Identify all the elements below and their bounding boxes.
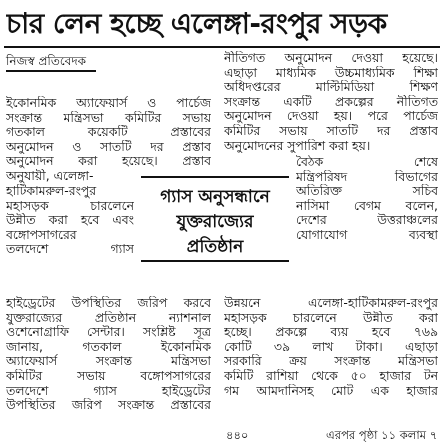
headline-rule [4,46,440,48]
body-line: গতকাল কয়েকটি প্রস্তাবের [6,125,211,140]
body-line: অতিরিক্ত সচিব [296,184,438,199]
body-line: বৈঠক শেষে [296,155,438,169]
body-line: অনুমোদন করা হয়েছে। প্রস্তাব [6,154,211,169]
body-line: কমিটির সভায় সাতটি দর প্রস্তাব [224,123,438,138]
body-line: হাইড্রেটের উপস্থিতির জরিপ করবে [6,296,211,310]
headline: চার লেন হচ্ছে এলেঙ্গা-রংপুর সড়ক [6,7,387,40]
body-line: দেশের উত্তরাঞ্চলের [296,213,438,228]
body-line: নীতিগত অনুমোদন দেওয়া হয়েছে। [224,51,438,65]
pull-quote-line: গ্যাস অনুসন্ধানে [160,187,270,207]
body-line: ওশেনোগ্রাফি সেন্টার। সংশ্লিষ্ট সূত্র [6,325,211,340]
right-column-top [224,51,438,153]
body-line: গম আমদানিসহ মোট এক হাজার [224,383,438,398]
body-line: মহাসড়ক চারলেনে [6,198,134,213]
body-line: উন্নয়নে এলেঙ্গা-হাটিকামরুল-রংপুর [224,296,438,310]
body-line: ইকোনমিক অ্যাফেয়ার্স ও পার্চেজ [6,96,211,110]
body-line: তলদেশে গ্যাস হাইড্রেটের [6,383,211,398]
body-line: সংক্রান্ত একটি প্রকল্পের নীতিগত [224,94,438,109]
body-line: নাসিমা বেগম বলেন, [296,198,438,213]
left-column-mid [6,184,134,257]
body-line: অনুযায়ী, এলেঙ্গা- [6,168,94,183]
body-line: অনুমোদন দেওয়া হয়। পরে পার্চেজ [224,109,438,124]
byline-rule [6,70,96,72]
body-line: এছাড়া মাধ্যমিক উচ্চমাধ্যমিক শিক্ষা [224,65,438,80]
body-line: উপস্থিতির জরিপ সংক্রান্ত প্রস্তাবের [6,398,211,413]
left-column-bottom [6,296,211,413]
body-line: হচ্ছে। প্রকল্পে ব্যয় হবে ৭৬৯ [224,325,438,340]
body-line: বঙ্গোপসাগরের [6,227,77,242]
body-line: হাটিকামরুল-রংপুর [6,184,97,198]
right-column-mid [296,155,438,243]
pull-quote [141,176,289,262]
byline: নিজস্ব প্রতিবেদক [6,54,87,68]
body-line: কমিটি রাশিয়া থেকে ৫০ হাজার টন [224,368,438,383]
body-line: অধিদপ্তরের মাল্টিমিডিয়া শিক্ষণ [224,80,438,95]
body-line: সরকারি ক্রয় সংক্রান্ত মন্ত্রিসভা [224,354,438,369]
body-line: কোটি ৩৯ লাখ টাকা। এছাড়া [224,339,438,354]
body-line: মহাসড়ক চারলেনে উন্নীত করা [224,310,438,325]
body-line: যুক্তরাজ্যের প্রতিষ্ঠান ন্যাশনাল [6,310,211,325]
body-line: মন্ত্রিপরিষদ বিভাগের [296,169,438,184]
body-line: যোগাযোগ ব্যবস্থা [296,227,438,242]
pull-quote-line: প্রতিষ্ঠান [186,237,244,257]
continuation-note: এরপর পৃষ্ঠা ১১ কলাম ৭ [326,428,438,442]
body-line: অনুমোদনের সুপারিশ করা হয়। [224,138,371,153]
body-line: কমিটির সভায় বঙ্গোপসাগরের [6,368,211,383]
body-line: উন্নীত করা হবে এবং [6,213,134,228]
body-line: অনুমোদন ও সাতটি দর প্রস্তাব [6,139,211,154]
pull-quote-line: যুক্তরাজ্যের [176,212,254,232]
body-line: জানায়, গতকাল ইকোনমিক [6,339,211,354]
body-line: সংক্রান্ত মন্ত্রিসভা কমিটির সভায় [6,110,211,125]
body-line-last: ৪৪০ [226,428,249,442]
left-column-top [6,96,211,184]
right-column-bottom [224,296,438,398]
body-line: তলদেশে গ্যাস [6,242,134,257]
body-line: অ্যাফেয়ার্স সংক্রান্ত মন্ত্রিসভা [6,354,211,369]
